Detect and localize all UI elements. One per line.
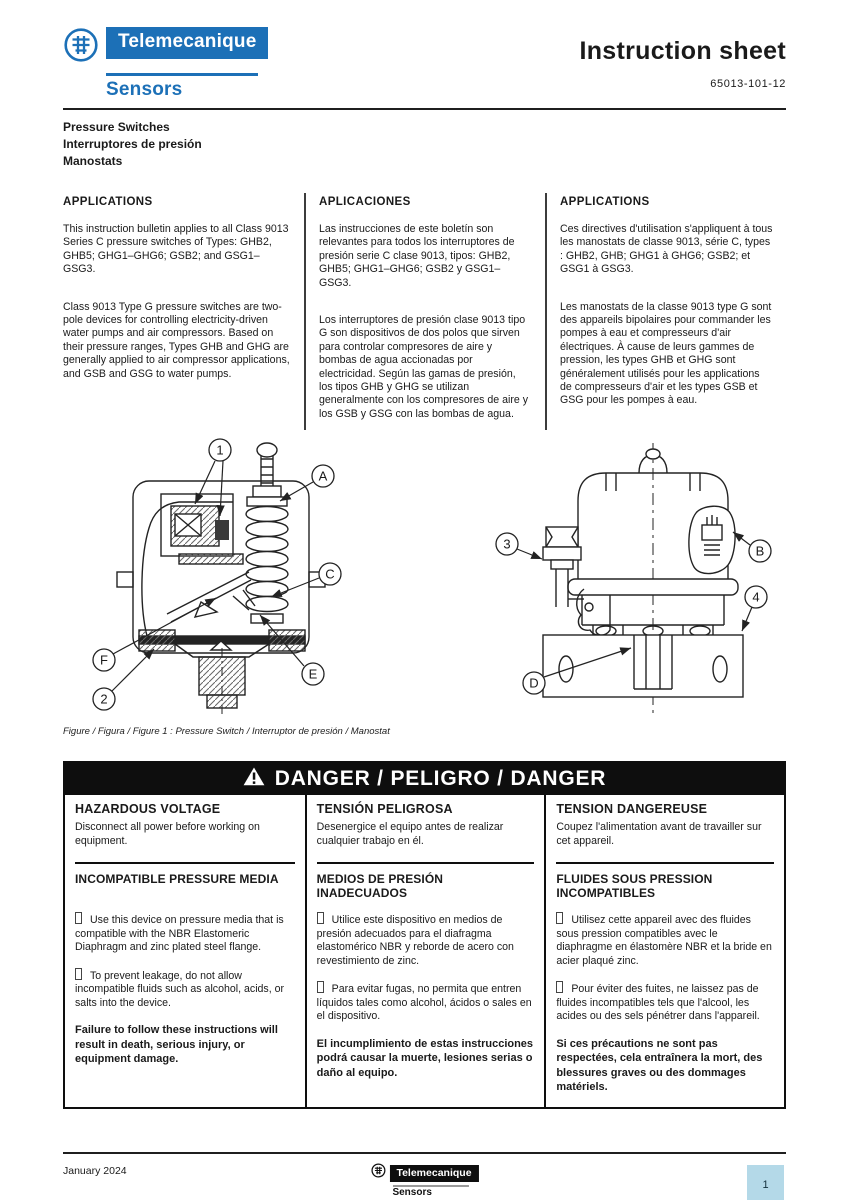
applications-paragraph: Los interruptores de presión clase 9013 tipo G son dispositivos de dos polos que sirven para controlar compresores de aire y bombas de agua accionadas por electricidad. Según las gamas de presión, los tipos GHB y GHG se utilizan generalmente con los compresores de aire y los GSB y GSG con las bombas de agua.: [318, 314, 529, 420]
warning-bullet: [317, 912, 535, 968]
bullet-icon: [317, 981, 324, 993]
applications-column-en: [63, 193, 304, 430]
svg-text:F: F: [100, 652, 108, 668]
danger-box: [63, 761, 786, 1109]
callout-A: [312, 465, 334, 487]
brand-name: Telemecanique: [106, 27, 268, 59]
subject-es: Interruptores de presión: [63, 137, 202, 151]
range-spring: [246, 443, 288, 623]
callout-4: [745, 586, 767, 608]
subject-titles: [63, 119, 786, 170]
applications-heading-en: APPLICATIONS: [63, 196, 153, 208]
applications-column-fr: [545, 193, 786, 430]
footer-date: January 2024: [63, 1165, 127, 1177]
danger-banner-text: DANGER / PELIGRO / DANGER: [274, 767, 607, 790]
applications-heading-fr: APPLICATIONS: [559, 196, 650, 208]
warning-bullet: [556, 981, 774, 1024]
bullet-icon: [317, 912, 324, 924]
warning-bullet: [556, 912, 774, 968]
subject-fr: Manostats: [63, 154, 123, 168]
warning-bullet: [317, 981, 535, 1024]
lever-mechanism: [167, 572, 255, 622]
callout-C: [319, 563, 341, 585]
document-number: 65013-101-12: [710, 78, 786, 90]
mounting-bracket: [543, 635, 743, 697]
svg-text:D: D: [529, 675, 539, 691]
hazard-heading-fr: TENSION DANGEREUSE: [556, 802, 708, 816]
svg-text:2: 2: [100, 691, 108, 707]
callout-1: [209, 439, 231, 461]
danger-column-fr: [544, 795, 784, 1107]
applications-section: [63, 193, 786, 430]
hazard-body-en: Disconnect all power before working on equipment.: [75, 821, 260, 847]
footer-brand-name: Telemecanique: [389, 1165, 478, 1182]
media-heading-es: MEDIOS DE PRESIÓN INADECUADOS: [316, 872, 444, 900]
column-divider-rule: [556, 862, 774, 864]
applications-heading-es: APLICACIONES: [318, 196, 411, 208]
warning-bullet: [75, 968, 295, 1011]
page-footer: [63, 1152, 786, 1200]
callout-E: [302, 663, 324, 685]
applications-paragraph: This instruction bulletin applies to all Class 9013 Series C pressure switches of Types: GHB2, GHB5; GHG1–GHG6; GSB2; and GSG1–GSG3.: [63, 223, 289, 276]
warning-triangle-icon: [243, 767, 265, 792]
telemecanique-logo-icon: [63, 27, 99, 68]
hazard-heading-en: HAZARDOUS VOLTAGE: [75, 802, 221, 816]
footer-divider: [63, 1152, 786, 1154]
media-heading-en: INCOMPATIBLE PRESSURE MEDIA: [75, 872, 279, 886]
bullet-icon: [556, 912, 563, 924]
footer-brand-sub: Sensors: [392, 1185, 468, 1198]
svg-text:3: 3: [503, 536, 511, 552]
svg-text:C: C: [325, 566, 335, 582]
danger-column-es: [305, 795, 545, 1107]
svg-text:1: 1: [216, 442, 224, 458]
page-number-badge: 1: [747, 1165, 784, 1200]
figure-1: [63, 436, 786, 723]
brand-rule: [106, 73, 258, 76]
warning-bullet: [75, 912, 295, 955]
hazard-heading-es: TENSIÓN PELIGROSA: [316, 802, 453, 816]
svg-text:E: E: [308, 666, 318, 682]
callout-D: [523, 672, 545, 694]
bullet-text: To prevent leakage, do not allow incompatible fluids such as alcohol, acids, or salts into the device.: [75, 969, 285, 1009]
bullet-text: Use this device on pressure media that is compatible with the NBR Elastomeric Diaphragm and zinc plated steel flange.: [75, 914, 284, 953]
subject-en: Pressure Switches: [63, 120, 170, 134]
hazard-body-es: Desenergice el equipo antes de realizar cualquier trabajo en él.: [316, 821, 504, 847]
svg-text:4: 4: [752, 589, 760, 605]
callout-3: [496, 533, 518, 555]
svg-text:B: B: [755, 543, 765, 559]
header-divider: [63, 108, 786, 110]
failure-statement-en: Failure to follow these instructions will result in death, serious injury, or equipment damage.: [75, 1024, 278, 1065]
bullet-icon: [75, 912, 82, 924]
danger-banner: [65, 763, 784, 795]
applications-paragraph: Les manostats de la classe 9013 type G sont des appareils bipolaires pour commander les pompes à eau et compresseurs d'air électriques. À cause de leurs gammes de pression, les types GHB et GHG sont généralement utilisés pour les applications de compresseurs d'air et les types GSB et GSG pour les pompes à eau.: [559, 300, 772, 407]
column-divider-rule: [75, 862, 295, 864]
hazard-body-fr: Coupez l'alimentation avant de travailler sur cet appareil.: [556, 821, 762, 847]
callout-B: [749, 540, 771, 562]
bullet-icon: [75, 968, 82, 980]
applications-paragraph: Ces directives d'utilisation s'appliquent à tous les manostats de classe 9013, série C, types : GHB2, GHB; GHG1 à GHG6; GSB2; et GSG1 à GSG3.: [559, 223, 773, 276]
danger-column-en: [65, 795, 305, 1107]
bullet-text: Pour éviter des fuites, ne laissez pas de fluides incompatibles tels que l'alcool, les acides ou des sels pénétrer dans l'appareil.: [556, 983, 760, 1022]
page-title: Instruction sheet: [579, 37, 786, 65]
column-divider-rule: [317, 862, 535, 864]
telemecanique-footer-logo-icon: [370, 1163, 385, 1183]
media-heading-fr: FLUIDES SOUS PRESSION INCOMPATIBLES: [556, 872, 713, 900]
svg-text:A: A: [318, 468, 328, 484]
callout-2: [93, 688, 115, 710]
bullet-text: Utilisez cette appareil avec des fluides sous pression compatibles avec le diaphragme en élastomère NBR et la bride en acier plaqué zinc.: [556, 914, 772, 967]
bullet-text: Utilice este dispositivo en medios de presión adecuados para el diafragma elastomérico NBR y reborde de acero con revestimiento de zinc.: [316, 914, 514, 967]
applications-column-es: [304, 193, 545, 430]
brand-logo: [63, 27, 268, 101]
electrical-connector: [689, 506, 735, 573]
failure-statement-fr: Si ces précautions ne sont pas respectées, cela entraînera la mort, des blessures graves ou des dommages matériels.: [556, 1037, 763, 1093]
applications-paragraph: Las instrucciones de este boletín son relevantes para todos los interruptores de presión serie C clase 9013, tipos: GHB2, GHB5; GHG1–GHG6; GSB2 y GSG1–GSG3.: [318, 223, 515, 289]
masthead: [63, 0, 786, 101]
failure-statement-es: El incumplimiento de estas instrucciones podrá causar la muerte, lesiones serias o daño al equipo.: [316, 1037, 534, 1079]
footer-brand-logo: [370, 1163, 478, 1198]
diaphragm-and-connection: [139, 630, 305, 716]
brand-sub-name: Sensors: [106, 79, 183, 100]
pressure-switch-cutaway-diagram: [83, 436, 363, 718]
pressure-switch-external-diagram: [488, 439, 788, 719]
applications-paragraph: Class 9013 Type G pressure switches are two-pole devices for controlling electricity-driven water pumps and air compressors. Based on their pressure ranges, Types GHB and GHG are generally applied to air compressor applications, and GSB and GSG to water pumps.: [63, 300, 290, 380]
bullet-text: Para evitar fugas, no permita que entren líquidos tales como alcohol, ácidos o sales en el dispositivo.: [316, 983, 532, 1022]
callout-F: [93, 649, 115, 671]
bullet-icon: [556, 981, 563, 993]
figure-caption: Figure / Figura / Figure 1 : Pressure Switch / Interruptor de presión / Manostat: [63, 726, 390, 737]
